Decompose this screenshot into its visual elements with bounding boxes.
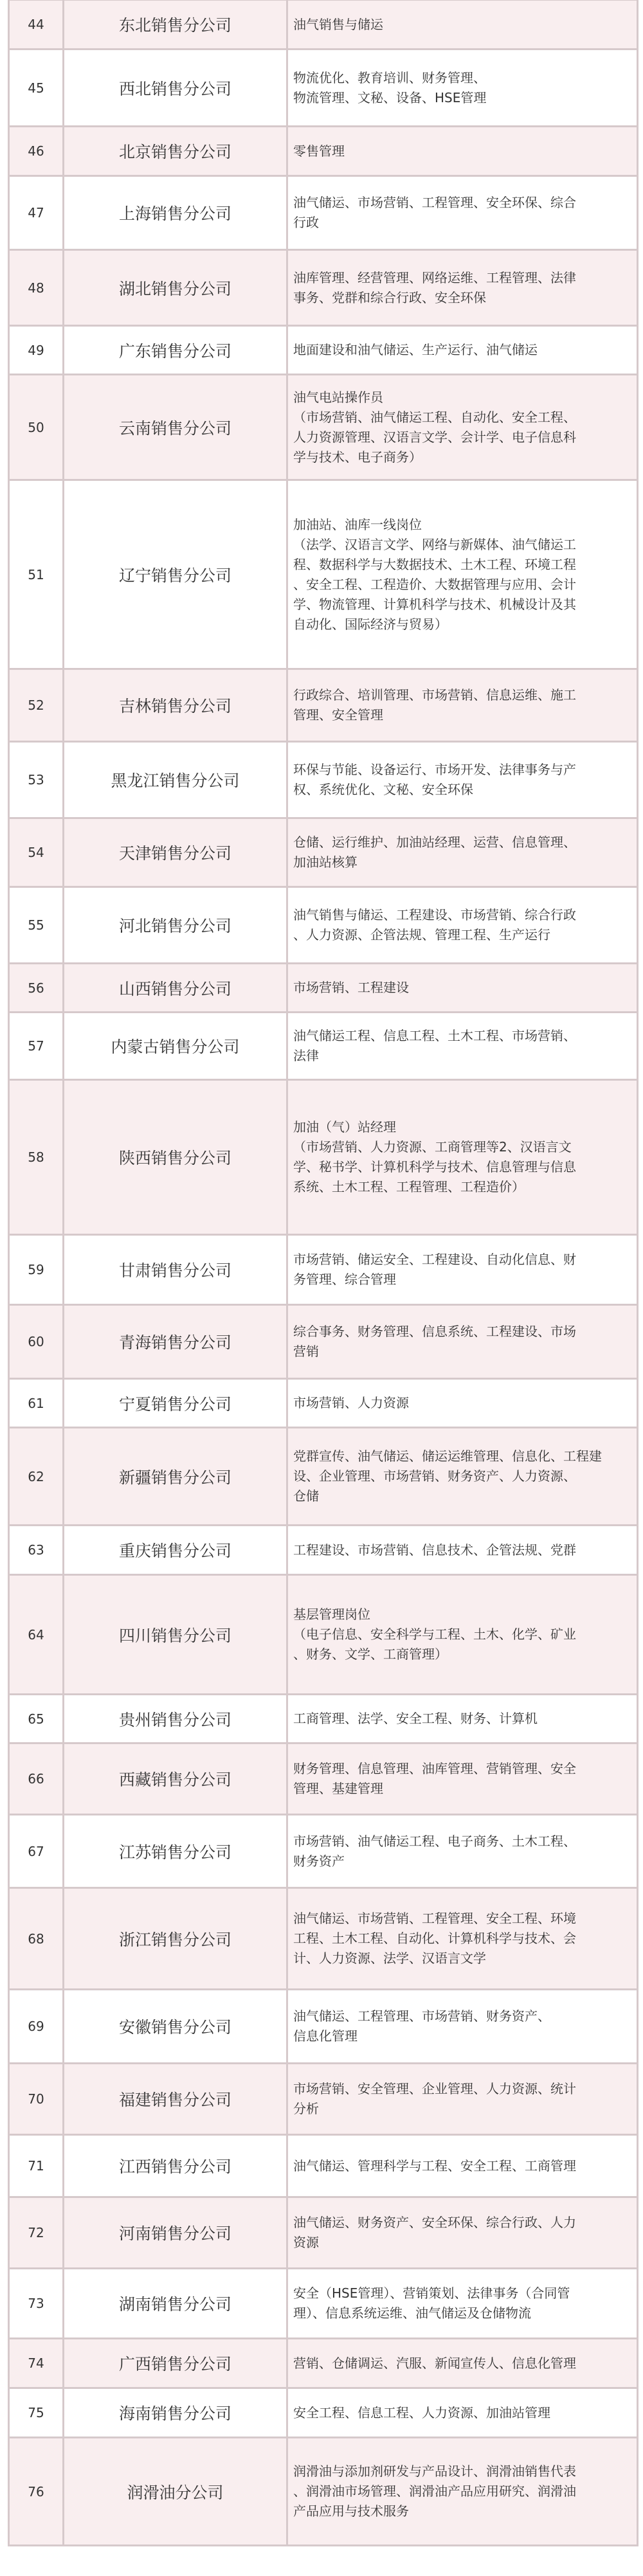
row-number: 67 bbox=[9, 1815, 64, 1888]
company-name: 新疆销售分公司 bbox=[64, 1428, 287, 1526]
company-name: 广东销售分公司 bbox=[64, 326, 287, 375]
major-requirements: 市场营销、油气储运工程、电子商务、土木工程、 财务资产 bbox=[287, 1815, 638, 1888]
row-number: 48 bbox=[9, 250, 64, 326]
major-requirements: 综合事务、财务管理、信息系统、工程建设、市场 营销 bbox=[287, 1305, 638, 1379]
table-row bbox=[9, 1080, 638, 1235]
major-requirements: 安全工程、信息工程、人力资源、加油站管理 bbox=[287, 2388, 638, 2438]
company-name: 吉林销售分公司 bbox=[64, 669, 287, 742]
company-name: 内蒙古销售分公司 bbox=[64, 1013, 287, 1080]
major-requirements: 工商管理、法学、安全工程、财务、计算机 bbox=[287, 1695, 638, 1743]
company-name: 西北销售分公司 bbox=[64, 50, 287, 127]
major-requirements: 油气储运工程、信息工程、土木工程、市场营销、 法律 bbox=[287, 1013, 638, 1080]
table-row bbox=[9, 1743, 638, 1815]
row-number: 61 bbox=[9, 1379, 64, 1428]
row-number: 69 bbox=[9, 1990, 64, 2064]
major-requirements: 营销、仓储调运、汽服、新闻宣传人、信息化管理 bbox=[287, 2339, 638, 2388]
table-row bbox=[9, 1815, 638, 1888]
company-name: 江西销售分公司 bbox=[64, 2135, 287, 2197]
row-number: 70 bbox=[9, 2064, 64, 2135]
row-number: 62 bbox=[9, 1428, 64, 1526]
major-requirements: 市场营销、人力资源 bbox=[287, 1379, 638, 1428]
major-requirements: 油气储运、市场营销、工程管理、安全工程、环境 工程、土木工程、自动化、计算机科学与技术、会 计、人力资源、法学、汉语言文学 bbox=[287, 1888, 638, 1990]
row-number: 53 bbox=[9, 742, 64, 818]
row-number: 76 bbox=[9, 2438, 64, 2546]
row-number: 49 bbox=[9, 326, 64, 375]
table-row bbox=[9, 1235, 638, 1305]
major-requirements: 财务管理、信息管理、油库管理、营销管理、安全 管理、基建管理 bbox=[287, 1743, 638, 1815]
row-number: 59 bbox=[9, 1235, 64, 1305]
company-name: 甘肃销售分公司 bbox=[64, 1235, 287, 1305]
table-row bbox=[9, 1428, 638, 1526]
table-row bbox=[9, 1013, 638, 1080]
company-name: 黑龙江销售分公司 bbox=[64, 742, 287, 818]
company-name: 浙江销售分公司 bbox=[64, 1888, 287, 1990]
table-row bbox=[9, 1526, 638, 1575]
major-requirements: 油气储运、管理科学与工程、安全工程、工商管理 bbox=[287, 2135, 638, 2197]
company-name: 湖北销售分公司 bbox=[64, 250, 287, 326]
major-requirements: 环保与节能、设备运行、市场开发、法律事务与产 权、系统优化、文秘、安全环保 bbox=[287, 742, 638, 818]
row-number: 45 bbox=[9, 50, 64, 127]
row-number: 51 bbox=[9, 480, 64, 669]
table-row bbox=[9, 742, 638, 818]
row-number: 71 bbox=[9, 2135, 64, 2197]
company-name: 东北销售分公司 bbox=[64, 0, 287, 50]
row-number: 50 bbox=[9, 375, 64, 480]
company-name: 四川销售分公司 bbox=[64, 1575, 287, 1695]
table-row bbox=[9, 887, 638, 964]
table-row bbox=[9, 818, 638, 887]
row-number: 72 bbox=[9, 2197, 64, 2269]
table-row bbox=[9, 480, 638, 669]
company-name: 安徽销售分公司 bbox=[64, 1990, 287, 2064]
table-row bbox=[9, 127, 638, 176]
recruitment-table bbox=[8, 0, 638, 2546]
company-name: 青海销售分公司 bbox=[64, 1305, 287, 1379]
row-number: 58 bbox=[9, 1080, 64, 1235]
company-name: 海南销售分公司 bbox=[64, 2388, 287, 2438]
major-requirements: 地面建设和油气储运、生产运行、油气储运 bbox=[287, 326, 638, 375]
company-name: 重庆销售分公司 bbox=[64, 1526, 287, 1575]
row-number: 46 bbox=[9, 127, 64, 176]
row-number: 73 bbox=[9, 2269, 64, 2339]
major-requirements: 油气电站操作员 （市场营销、油气储运工程、自动化、安全工程、 人力资源管理、汉语言文学、会计学、电子信息科 学与技术、电子商务） bbox=[287, 375, 638, 480]
major-requirements: 行政综合、培训管理、市场营销、信息运维、施工 管理、安全管理 bbox=[287, 669, 638, 742]
table-row bbox=[9, 1305, 638, 1379]
major-requirements: 加油站、油库一线岗位 （法学、汉语言文学、网络与新媒体、油气储运工 程、数据科学与大数据技术、土木工程、环境工程 、安全工程、工程造价、大数据管理与应用、会计 学、物流管理、计算机科学与技术、机械设计及其 自动化、国际经济与贸易） bbox=[287, 480, 638, 669]
table-row bbox=[9, 375, 638, 480]
major-requirements: 仓储、运行维护、加油站经理、运营、信息管理、 加油站核算 bbox=[287, 818, 638, 887]
company-name: 湖南销售分公司 bbox=[64, 2269, 287, 2339]
row-number: 56 bbox=[9, 964, 64, 1013]
table-row bbox=[9, 1575, 638, 1695]
row-number: 44 bbox=[9, 0, 64, 50]
major-requirements: 油气销售与储运 bbox=[287, 0, 638, 50]
table-row bbox=[9, 1888, 638, 1990]
major-requirements: 油库管理、经营管理、网络运维、工程管理、法律 事务、党群和综合行政、安全环保 bbox=[287, 250, 638, 326]
table-row bbox=[9, 2064, 638, 2135]
table-row bbox=[9, 0, 638, 50]
company-name: 福建销售分公司 bbox=[64, 2064, 287, 2135]
row-number: 74 bbox=[9, 2339, 64, 2388]
major-requirements: 工程建设、市场营销、信息技术、企管法规、党群 bbox=[287, 1526, 638, 1575]
major-requirements: 物流优化、教育培训、财务管理、 物流管理、文秘、设备、HSE管理 bbox=[287, 50, 638, 127]
table-row bbox=[9, 250, 638, 326]
table-row bbox=[9, 176, 638, 250]
table-row bbox=[9, 2339, 638, 2388]
table-row bbox=[9, 669, 638, 742]
table-row bbox=[9, 2388, 638, 2438]
row-number: 75 bbox=[9, 2388, 64, 2438]
major-requirements: 零售管理 bbox=[287, 127, 638, 176]
company-name: 贵州销售分公司 bbox=[64, 1695, 287, 1743]
row-number: 47 bbox=[9, 176, 64, 250]
company-name: 江苏销售分公司 bbox=[64, 1815, 287, 1888]
major-requirements: 油气储运、市场营销、工程管理、安全环保、综合 行政 bbox=[287, 176, 638, 250]
major-requirements: 油气销售与储运、工程建设、市场营销、综合行政 、人力资源、企管法规、管理工程、生产运行 bbox=[287, 887, 638, 964]
table-row bbox=[9, 50, 638, 127]
table-row bbox=[9, 326, 638, 375]
table-row bbox=[9, 2269, 638, 2339]
major-requirements: 党群宣传、油气储运、储运运维管理、信息化、工程建 设、企业管理、市场营销、财务资产、人力资源、 仓储 bbox=[287, 1428, 638, 1526]
company-name: 河南销售分公司 bbox=[64, 2197, 287, 2269]
row-number: 64 bbox=[9, 1575, 64, 1695]
row-number: 54 bbox=[9, 818, 64, 887]
company-name: 润滑油分公司 bbox=[64, 2438, 287, 2546]
company-name: 广西销售分公司 bbox=[64, 2339, 287, 2388]
company-name: 山西销售分公司 bbox=[64, 964, 287, 1013]
row-number: 63 bbox=[9, 1526, 64, 1575]
table-row bbox=[9, 1695, 638, 1743]
major-requirements: 基层管理岗位 （电子信息、安全科学与工程、土木、化学、矿业 、财务、文学、工商管理） bbox=[287, 1575, 638, 1695]
company-name: 辽宁销售分公司 bbox=[64, 480, 287, 669]
company-name: 宁夏销售分公司 bbox=[64, 1379, 287, 1428]
table-row bbox=[9, 964, 638, 1013]
table-row bbox=[9, 1990, 638, 2064]
row-number: 68 bbox=[9, 1888, 64, 1990]
company-name: 天津销售分公司 bbox=[64, 818, 287, 887]
row-number: 65 bbox=[9, 1695, 64, 1743]
row-number: 52 bbox=[9, 669, 64, 742]
major-requirements: 市场营销、工程建设 bbox=[287, 964, 638, 1013]
company-name: 西藏销售分公司 bbox=[64, 1743, 287, 1815]
company-name: 河北销售分公司 bbox=[64, 887, 287, 964]
major-requirements: 加油（气）站经理 （市场营销、人力资源、工商管理等2、汉语言文 学、秘书学、计算机科学与技术、信息管理与信息 系统、土木工程、工程管理、工程造价） bbox=[287, 1080, 638, 1235]
major-requirements: 油气储运、工程管理、市场营销、财务资产、 信息化管理 bbox=[287, 1990, 638, 2064]
row-number: 55 bbox=[9, 887, 64, 964]
major-requirements: 市场营销、安全管理、企业管理、人力资源、统计 分析 bbox=[287, 2064, 638, 2135]
major-requirements: 市场营销、储运安全、工程建设、自动化信息、财 务管理、综合管理 bbox=[287, 1235, 638, 1305]
table-row bbox=[9, 1379, 638, 1428]
major-requirements: 安全（HSE管理）、营销策划、法律事务（合同管 理）、信息系统运维、油气储运及仓储物流 bbox=[287, 2269, 638, 2339]
company-name: 上海销售分公司 bbox=[64, 176, 287, 250]
company-name: 陕西销售分公司 bbox=[64, 1080, 287, 1235]
row-number: 66 bbox=[9, 1743, 64, 1815]
major-requirements: 油气储运、财务资产、安全环保、综合行政、人力 资源 bbox=[287, 2197, 638, 2269]
row-number: 60 bbox=[9, 1305, 64, 1379]
company-name: 北京销售分公司 bbox=[64, 127, 287, 176]
table-row bbox=[9, 2438, 638, 2546]
company-name: 云南销售分公司 bbox=[64, 375, 287, 480]
major-requirements: 润滑油与添加剂研发与产品设计、润滑油销售代表 、润滑油市场管理、润滑油产品应用研究、润滑油 产品应用与技术服务 bbox=[287, 2438, 638, 2546]
row-number: 57 bbox=[9, 1013, 64, 1080]
table-row bbox=[9, 2135, 638, 2197]
recruitment-table-body bbox=[9, 0, 638, 2546]
table-row bbox=[9, 2197, 638, 2269]
